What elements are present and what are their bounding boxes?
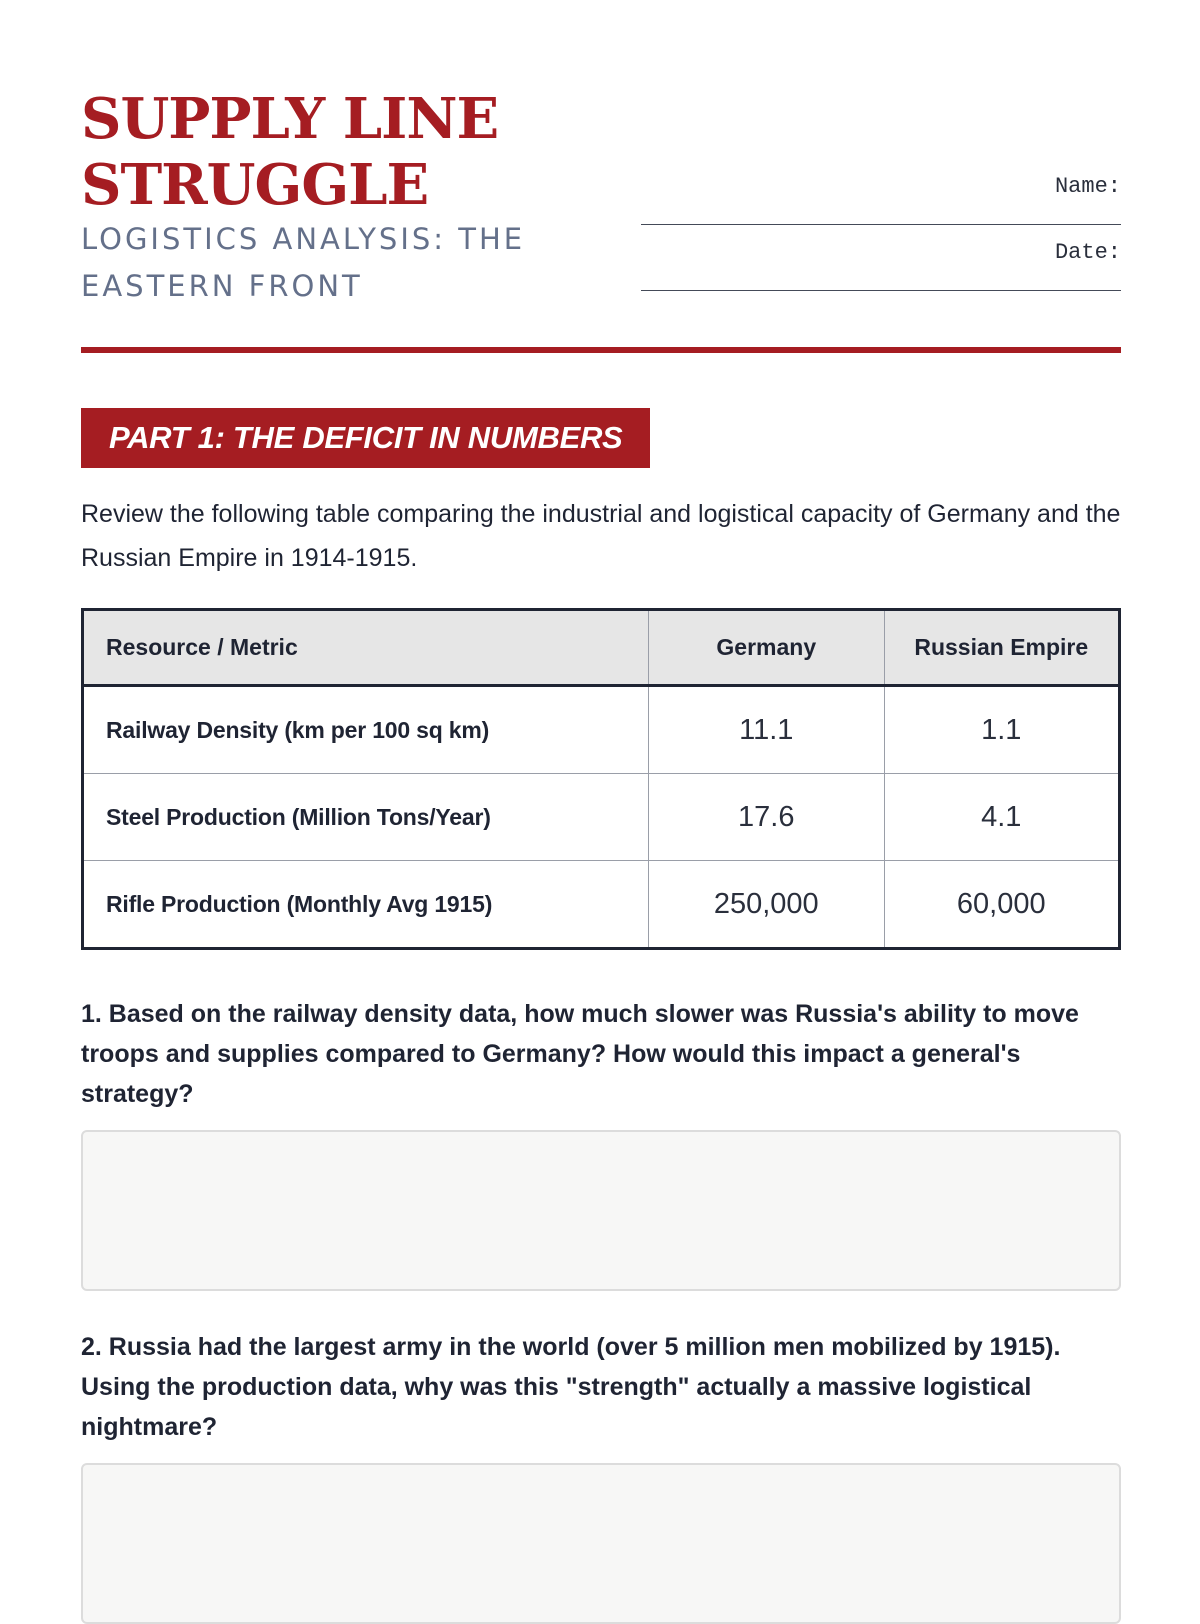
- title-line-2: STRUGGLE: [81, 152, 429, 218]
- part1-intro: Review the following table comparing the industrial and logistical capacity of Germany and the Russian Empire in 1914-1915.: [81, 500, 1121, 572]
- header-divider: [81, 347, 1121, 353]
- header-russia: Russian Empire: [884, 610, 1120, 686]
- table-row: [83, 686, 1120, 774]
- worksheet-header: [81, 84, 1121, 354]
- name-field[interactable]: [641, 224, 1121, 225]
- row-russia-value: 4.1: [884, 774, 1120, 861]
- title-line-1: SUPPLY LINE: [81, 86, 499, 152]
- header-germany: Germany: [649, 610, 885, 686]
- table-header-row: [83, 610, 1120, 686]
- row-germany-value: 250,000: [649, 861, 885, 949]
- header-metric: Resource / Metric: [83, 610, 649, 686]
- table-row: [83, 861, 1120, 949]
- row-metric: Rifle Production (Monthly Avg 1915): [83, 861, 649, 949]
- name-row: [641, 174, 1121, 240]
- date-label: Date:: [1054, 240, 1121, 265]
- date-field[interactable]: [641, 290, 1121, 291]
- row-russia-value: 60,000: [884, 861, 1120, 949]
- answer-box-1[interactable]: [81, 1130, 1121, 1291]
- row-metric: Steel Production (Million Tons/Year): [83, 774, 649, 861]
- row-metric: Railway Density (km per 100 sq km): [83, 686, 649, 774]
- date-row: [641, 240, 1121, 306]
- question-1: 1. Based on the railway density data, how much slower was Russia's ability to move troops and supplies compared to Germany? How would this impact a general's strategy?: [81, 1000, 1079, 1108]
- worksheet-title: [81, 86, 498, 218]
- worksheet-page: [81, 84, 1121, 1441]
- row-germany-value: 11.1: [649, 686, 885, 774]
- student-info: [641, 174, 1121, 306]
- name-label: Name:: [1054, 174, 1121, 199]
- table-row: [83, 774, 1120, 861]
- part1-heading: PART 1: THE DEFICIT IN NUMBERS: [81, 408, 650, 468]
- row-russia-value: 1.1: [884, 686, 1120, 774]
- comparison-table: [81, 608, 1121, 950]
- row-germany-value: 17.6: [649, 774, 885, 861]
- worksheet-subtitle: LOGISTICS ANALYSIS: THE EASTERN FRONT: [81, 222, 526, 303]
- question-2: 2. Russia had the largest army in the world (over 5 million men mobilized by 1915). Using the production data, why was this "strength" actually a massive logistical nightmare?: [81, 1333, 1061, 1441]
